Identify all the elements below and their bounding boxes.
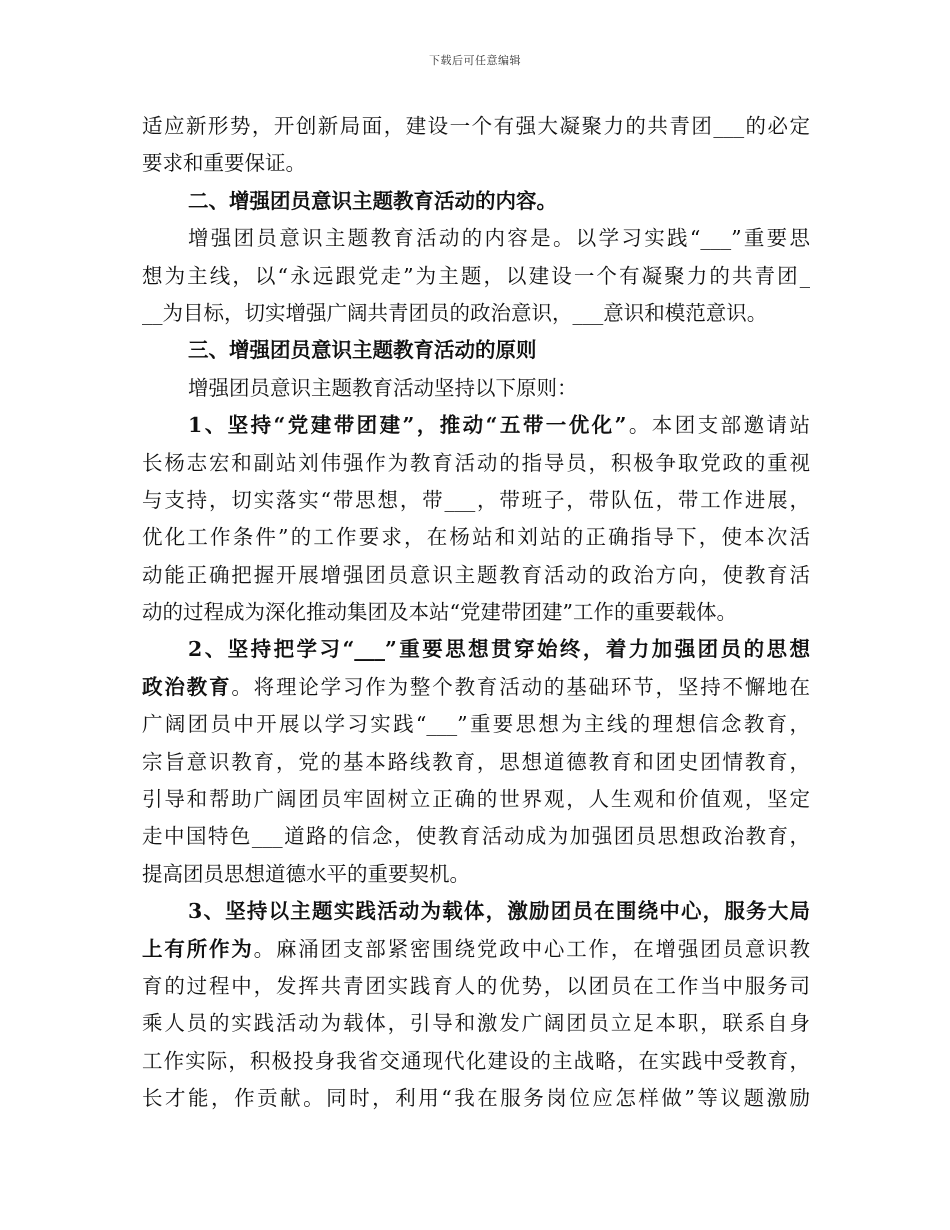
paragraph-line: 广阔团员中开展以学习实践“___”重要思想为主线的理想信念教育， [142, 712, 810, 737]
principle-1-title: 1、坚持“党建带团建”，推动“五带一优化” [188, 413, 627, 438]
paragraph-line: 优化工作条件”的工作要求，在杨站和刘站的正确指导下，使本次活 [142, 525, 810, 550]
paragraph-text: 。本团支部邀请站 [626, 413, 810, 438]
paragraph-line: 增强团员意识主题教育活动坚持以下原则： [188, 375, 578, 400]
principle-2-title: 2、坚持把学习“___”重要思想贯穿始终，着力加强团员的思想 [188, 637, 810, 662]
paragraph-line: 引导和帮助广阔团员牢固树立正确的世界观，人生观和价值观，坚定 [142, 787, 810, 812]
paragraph-line: 要求和重要保证。 [142, 151, 306, 176]
paragraph-line: 增强团员意识主题教育活动的内容是。以学习实践“___”重要思 [188, 226, 810, 251]
paragraph-line: 工作实际，积极投身我省交通现代化建设的主战略，在实践中受教育， [142, 1048, 810, 1073]
section-heading-principles: 三、增强团员意识主题教育活动的原则 [188, 338, 537, 363]
principle-3-title: 3、坚持以主题实践活动为载体，激励团员在围绕中心，服务大局 [188, 899, 810, 924]
paragraph-line: 适应新形势，开创新局面，建设一个有强大凝聚力的共青团___的必定 [142, 114, 810, 138]
paragraph-text: 。将理论学习作为整个教育活动的基础环节，坚持不懈地在 [231, 674, 810, 699]
paragraph-line: 乘人员的实践活动为载体，引导和激发广阔团员立足本职，联系自身 [142, 1011, 810, 1036]
principle-1-line [142, 407, 810, 444]
paragraph-line: 想为主线，以“永远跟党走”为主题，以建设一个有凝聚力的共青团_ [142, 263, 810, 288]
section-heading-content: 二、增强团员意识主题教育活动的内容。 [188, 188, 557, 213]
page-header: 下载后可任意编辑 [429, 54, 521, 67]
paragraph-line: 长杨志宏和副站刘伟强作为教育活动的指导员，积极争取党政的重视 [142, 450, 810, 475]
paragraph-line: __为目标，切实增强广阔共青团员的政治意识，___意识和模范意识。 [142, 300, 768, 325]
paragraph-line: 提高团员思想道德水平的重要契机。 [142, 861, 470, 886]
paragraph-line: 动的过程成为深化推动集团及本站“党建带团建”工作的重要载体。 [142, 600, 737, 625]
paragraph-text: 。麻涌团支部紧密围绕党政中心工作，在增强团员意识教 [253, 936, 810, 961]
principle-2-line [142, 669, 810, 706]
paragraph-line: 育的过程中，发挥共青团实践育人的优势，以团员在工作当中服务司 [142, 973, 810, 998]
principle-3-title-end: 上有所作为 [142, 936, 254, 961]
paragraph-line: 动能正确把握开展增强团员意识主题教育活动的政治方向，使教育活 [142, 562, 810, 587]
paragraph-line: 走中国特色___道路的信念，使教育活动成为加强团员思想政治教育， [142, 824, 810, 849]
paragraph-line: 与支持，切实落实“带思想，带___，带班子，带队伍，带工作进展， [142, 487, 810, 512]
paragraph-line: 长才能，作贡献。同时，利用“我在服务岗位应怎样做”等议题激励 [142, 1086, 810, 1111]
principle-3-line [142, 931, 810, 968]
paragraph-line: 宗旨意识教育，党的基本路线教育，思想道德教育和团史团情教育， [142, 749, 810, 774]
document-body [142, 108, 810, 1118]
principle-2-title-end: 政治教育 [142, 674, 232, 699]
